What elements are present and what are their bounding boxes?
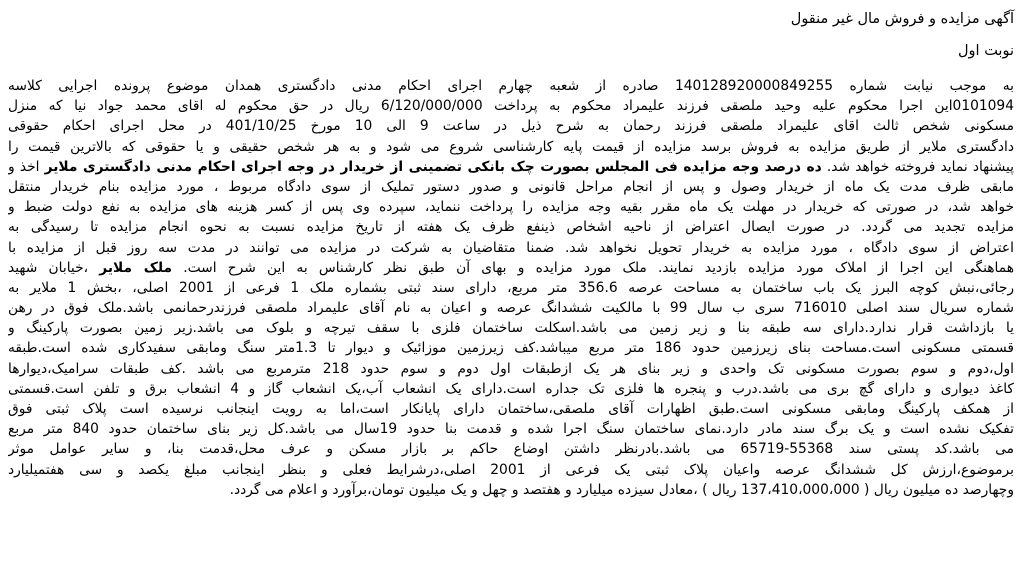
notice-line-text: دادگستری ملایر از طریق مزایده به فروش برسد مزایده از قیمت پایه کارشناسی شروع می شود و به هر شخص حقیقی و یا حقوقی که بالاترین قیمت را bbox=[8, 138, 1014, 155]
notice-line-text-tail: اخذ و bbox=[8, 158, 40, 175]
notice-line-text: تفکیک نشده است و یک برگ سند مادر دارد.نمای ساختمان سنگ اجرا شده و قدمت بنا حدود 19سال می باشد.کل زیر بنای ساختمان حدود 840 متر مربع bbox=[8, 421, 1014, 438]
notice-line bbox=[8, 157, 1014, 177]
notice-line bbox=[8, 278, 1014, 298]
notice-line-text: می باشد.کد پستی سند 55368-65719 می باشد.بادرنظر داشتن اوضاع حاکم بر بازار مسکن و عرف محل،قدمت بنا، و سایر عوامل موثر bbox=[8, 441, 1014, 458]
notice-line-text: هماهنگی این اجرا از املاک مورد مزایده بازدید نمایند. ملک مورد مزایده و بهای آن طبق نظر کارشناس به این شرح است. bbox=[183, 259, 1014, 276]
notice-line-text: از همکف پارکینگ ومابقی مسکونی است.طبق اظهارات آقای ملصقی،ساختمان دارای پایانکار است،اما به رویت اینجانب نرسیده است پلاک ثبتی فوق bbox=[8, 401, 1014, 417]
notice-line-text: پیشنهاد نماید فروخته خواهد شد. bbox=[826, 158, 1014, 175]
notice-line-text: مسکونی شخص ثالث اقای علیمراد ملصقی فرزند رحمان به شرح ذیل در ساعت 9 الی 10 مورخ 401/10/25 در محل اجرای احکام حقوقی bbox=[8, 118, 1014, 135]
notice-line bbox=[8, 359, 1014, 379]
notice-line-text: به موجب نیابت شماره 140128920000849255 صادره از شعبه چهارم اجرای احکام مدنی دادگستری همدان موضوع پرونده اجرایی کلاسه bbox=[8, 78, 1014, 94]
notice-line bbox=[8, 96, 1014, 116]
notice-line-text: وچهارصد ده میلیون ریال ( 137،410،000،000 ریال ) ،معادل سیزده میلیارد و هفتصد و چهل و یک میلیون تومان،برآورد و اعلام می گردد. bbox=[229, 481, 1014, 498]
notice-line-text: مزایده تجدید می گردد. در صورت ایصال اعتراض از ناحیه اشخاص ذینفع ظرف یک هفته از تاریخ مزایده نسبت به نحوه انجام مزایده تا رسیدگی به bbox=[8, 219, 1014, 236]
notice-line bbox=[8, 177, 1014, 197]
notice-line-text: 0101094این اجرا محکوم علیه وحید ملصقی فرزند علیمراد محکوم به پرداخت 6/120/000/000 ریال در حق محکوم له اقای محمد جواد نیا که منزل bbox=[8, 98, 1014, 115]
notice-line bbox=[8, 318, 1014, 338]
notice-line bbox=[8, 76, 1014, 96]
notice-line-text: برموضوع،ارزش کل ششدانگ عرصه واعیان پلاک ثبتی یک فرعی از 2001 اصلی،درشرایط فعلی و بنظر اینجانب مبلغ یکصد و سی هفتمیلیارد bbox=[8, 461, 1014, 478]
notice-turn: نوبت اول bbox=[958, 43, 1014, 59]
notice-line-text: مابقی ظرف مدت یک ماه از خریدار وصول و پس از انجام مراحل قانونی و صدور دستور تملیک از سوی دادگاه مربوط ، مورد مزایده بنام خریدار منتقل bbox=[8, 178, 1014, 195]
notice-line bbox=[8, 460, 1014, 480]
notice-line-text-tail: ،خیابان شهید bbox=[8, 259, 89, 276]
notice-line bbox=[8, 480, 1014, 500]
notice-line-text: اول،دوم و سوم بصورت مسکونی تک واحدی و زیر بنای هر یک ازطبقات اول دوم و سوم حدود 218 مترمربع می باشد .کف طبقات سرامیک،دیوارها bbox=[8, 360, 1014, 377]
notice-line bbox=[8, 116, 1014, 136]
notice-line bbox=[8, 399, 1014, 419]
notice-line-text: خواهد شد، در صورتی که خریدار در مهلت یک ماه مقرر بقیه وجه مزایده را پرداخت ننماید، سپرده وی پس از کسر هزینه های مزایده به نفع دولت ضبط و bbox=[8, 199, 1014, 216]
notice-line-bold-text: ده درصد وجه مزایده فی المجلس بصورت چک بانکی تضمینی از خریدار در وجه اجرای احکام مدنی دادگستری ملایر bbox=[44, 158, 822, 175]
notice-line-text: کاغذ دیواری و دارای گچ بری می باشد.درب و پنجره ها فلزی تک جداره است.دارای یک انشعاب آب،یک انشعاب گاز و 4 انشعاب برق و تلفن است.قسمتی bbox=[8, 380, 1014, 397]
notice-line-text: رجائی،نبش کوچه البرز یک باب ساختمان به مساحت عرصه 356.6 متر مربع، دارای سند ثبتی بشماره ملک 1 فرعی از 2001 اصلی، ،بخش 1 ملایر به bbox=[8, 279, 1014, 296]
notice-line-text: یا بازداشت قرار ندارد.دارای سه طبقه بنا و زیر زمین می باشد.اسکلت ساختمان فلزی با سقف تیرچه و بلوک می باشد.زیر زمین بصورت پارکینگ و bbox=[8, 320, 1014, 337]
notice-body bbox=[8, 76, 1014, 500]
notice-line bbox=[8, 419, 1014, 439]
notice-line-text: قسمتی مسکونی است.مساحت بنای زیرزمین حدود 186 متر مربع میباشد.کف زیرزمین موزائیک و دیوار تا 1.3متر سنگ ومابقی سفیدکاری شده است.طبقه bbox=[8, 340, 1014, 357]
notice-line bbox=[8, 137, 1014, 157]
notice-line bbox=[8, 379, 1014, 399]
notice-line-text: شماره سریال سند اصلی 716010 سری ب سال 99 با مالکیت ششدانگ عرصه و اعیان به نام آقای علیمراد ملصقی فرزندرحمانمی باشد.ملک فوق در رهن bbox=[8, 300, 1014, 317]
notice-line bbox=[8, 238, 1014, 258]
notice-line bbox=[8, 298, 1014, 318]
notice-title: آگهی مزایده و فروش مال غیر منقول bbox=[790, 11, 1014, 27]
notice-line bbox=[8, 217, 1014, 237]
notice-line bbox=[8, 197, 1014, 217]
notice-line bbox=[8, 439, 1014, 459]
notice-line bbox=[8, 338, 1014, 358]
notice-line-bold-text: ملک ملایر bbox=[99, 259, 172, 276]
notice-line-text: اعتراض از سوی دادگاه ، مورد مزایده به خریدار تحویل نخواهد شد. ضمنا متقاضیان به شرکت در مزایده می توانند در مدت سه روز قبل از مزایده با bbox=[8, 239, 1014, 256]
notice-line bbox=[8, 258, 1014, 278]
